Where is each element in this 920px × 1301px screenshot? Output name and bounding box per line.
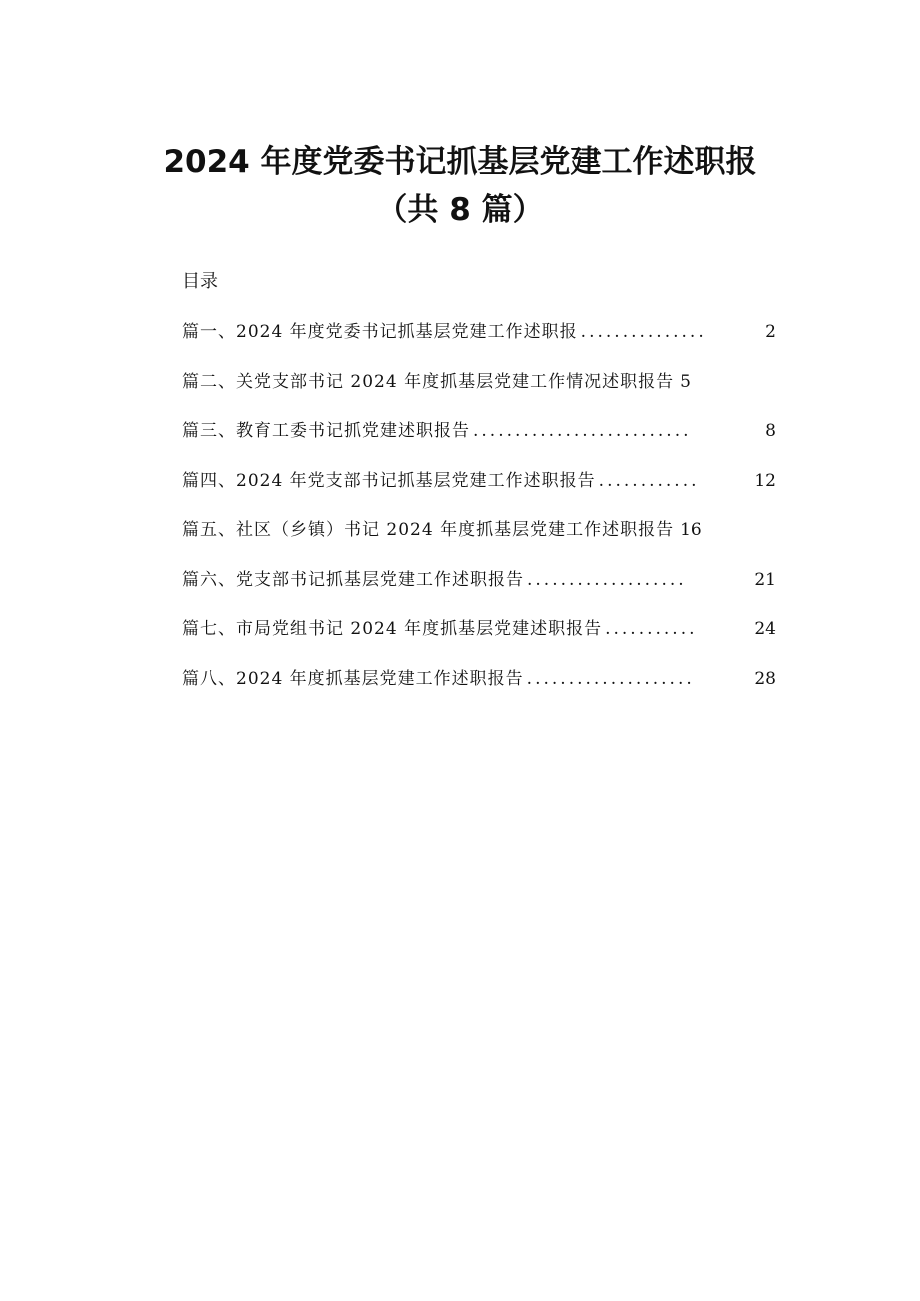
toc-entry-2[interactable] <box>182 368 776 418</box>
toc-entry-5[interactable] <box>182 516 776 566</box>
toc-page-number: 8 <box>765 421 776 441</box>
toc-entry-title: 篇六、党支部书记抓基层党建工作述职报告 <box>182 569 524 590</box>
toc-entry-title: 篇一、2024 年度党委书记抓基层党建工作述职报 <box>182 322 578 342</box>
table-of-contents <box>182 318 776 714</box>
toc-page-number: 24 <box>754 619 776 639</box>
document-title <box>0 138 920 234</box>
toc-entry-title: 篇四、2024 年党支部书记抓基层党建工作述职报告 <box>182 470 596 491</box>
toc-entry-6[interactable] <box>182 566 776 616</box>
toc-page-number: 28 <box>754 668 776 689</box>
toc-dot-leader: ........... <box>605 619 698 639</box>
toc-dot-leader: ............ <box>598 470 700 491</box>
toc-dot-leader: .......................... <box>473 421 692 441</box>
toc-entry-title: 篇八、2024 年度抓基层党建工作述职报告 <box>182 668 524 689</box>
title-line-2: （共 8 篇） <box>376 192 544 228</box>
toc-entry-7[interactable] <box>182 615 776 665</box>
toc-entry-title: 篇七、市局党组书记 2024 年度抓基层党建述职报告 <box>182 619 603 639</box>
toc-page-number: 2 <box>765 322 776 342</box>
toc-entry-title: 篇二、关党支部书记 2024 年度抓基层党建工作情况述职报告 <box>182 371 675 392</box>
toc-entry-3[interactable] <box>182 417 776 467</box>
toc-dot-leader: ............... <box>580 322 707 342</box>
toc-page-number: 21 <box>754 569 776 590</box>
toc-entry-title: 篇三、教育工委书记抓党建述职报告 <box>182 421 470 441</box>
title-line-1: 2024 年度党委书记抓基层党建工作述职报 <box>163 144 757 180</box>
toc-entry-title: 篇五、社区（乡镇）书记 2024 年度抓基层党建工作述职报告 <box>182 520 675 540</box>
toc-page-number: 16 <box>680 520 702 540</box>
toc-entry-4[interactable] <box>182 467 776 517</box>
toc-page-number: 5 <box>680 371 691 392</box>
toc-heading: 目录 <box>182 271 218 292</box>
toc-entry-8[interactable] <box>182 665 776 715</box>
toc-dot-leader: ................... <box>527 569 687 590</box>
toc-page-number: 12 <box>754 470 776 491</box>
toc-dot-leader: .................... <box>526 668 695 689</box>
toc-entry-1[interactable] <box>182 318 776 368</box>
